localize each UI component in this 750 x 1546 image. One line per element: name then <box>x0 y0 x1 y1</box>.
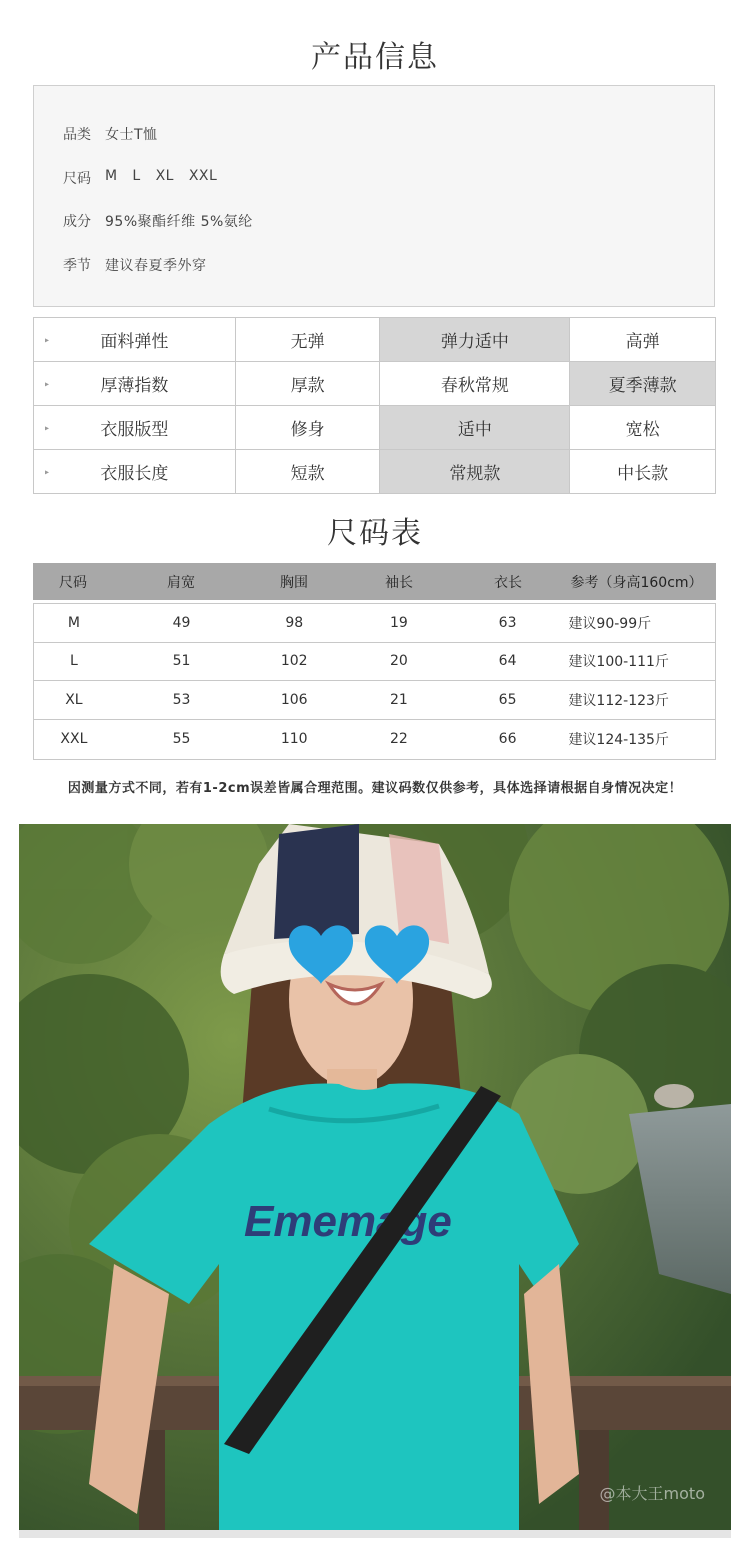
attribute-name <box>34 318 236 362</box>
attribute-option-selected: 弹力适中 <box>380 318 570 362</box>
attribute-grid <box>33 317 716 494</box>
table-row <box>34 643 715 682</box>
attribute-option: 宽松 <box>570 406 716 450</box>
size-cell: 49 <box>172 614 191 631</box>
attribute-option: 修身 <box>236 406 381 450</box>
info-label: 品类 <box>63 127 91 143</box>
table-row <box>34 604 715 643</box>
size-cell: XXL <box>60 730 88 747</box>
size-chart-title: 尺码表 <box>327 516 423 551</box>
info-value: 95%聚酯纤维 5%氨纶 <box>105 214 253 230</box>
attribute-name-label: 衣服长度 <box>100 464 169 484</box>
size-cell: 建议124-135斤 <box>568 731 669 748</box>
info-label: 季节 <box>63 258 91 274</box>
bullet-icon: ▸ <box>45 379 50 388</box>
attribute-option: 中长款 <box>570 450 716 494</box>
bullet-icon: ▸ <box>45 423 50 432</box>
size-header-cell: 参考（身高160cm） <box>570 574 703 591</box>
attribute-row <box>34 450 716 494</box>
size-header-cell: 胸围 <box>280 574 308 591</box>
attribute-name <box>34 406 236 450</box>
size-cell: 102 <box>280 653 308 670</box>
table-row <box>34 681 715 720</box>
size-cell: 20 <box>390 653 408 670</box>
info-row-material <box>63 211 253 231</box>
attribute-option: 高弹 <box>570 318 716 362</box>
size-cell: L <box>69 653 78 670</box>
attribute-option-selected: 适中 <box>380 406 570 450</box>
product-info-box <box>33 85 715 307</box>
attribute-name-label: 面料弹性 <box>100 332 169 352</box>
attribute-option-selected: 常规款 <box>380 450 570 494</box>
info-label: 尺码 <box>63 171 91 187</box>
info-value: 女士T恤 <box>105 127 158 143</box>
size-cell: XL <box>65 691 83 708</box>
attribute-option: 厚款 <box>236 362 381 406</box>
info-value: M L XL XXL <box>105 168 218 184</box>
size-cell: 66 <box>498 730 517 747</box>
attribute-row <box>34 362 716 406</box>
size-cell: 98 <box>285 614 304 631</box>
size-header-cell: 衣长 <box>494 574 522 591</box>
info-label: 成分 <box>63 214 91 230</box>
attribute-name <box>34 450 236 494</box>
size-cell: 106 <box>280 691 308 708</box>
size-cell: 64 <box>498 653 517 670</box>
photo-watermark: @本大王moto <box>599 1484 705 1503</box>
attribute-row <box>34 318 716 362</box>
size-cell: 55 <box>172 730 191 747</box>
size-cell: 110 <box>280 730 308 747</box>
size-cell: 建议100-111斤 <box>568 654 669 671</box>
attribute-row <box>34 406 716 450</box>
info-row-season <box>63 255 207 275</box>
attribute-name-label: 厚薄指数 <box>100 376 169 396</box>
size-cell: 建议112-123斤 <box>568 692 669 709</box>
size-cell: 21 <box>390 691 408 708</box>
size-cell: 51 <box>172 653 191 670</box>
size-cell: 建议90-99斤 <box>568 615 652 632</box>
size-cell: 65 <box>498 691 517 708</box>
table-row <box>34 720 715 759</box>
model-photo <box>19 824 731 1538</box>
attribute-option: 无弹 <box>236 318 381 362</box>
attribute-option-selected: 夏季薄款 <box>570 362 716 406</box>
shirt-print-text: Ememage <box>244 1197 452 1246</box>
size-cell: 22 <box>390 730 408 747</box>
size-cell: M <box>67 614 80 631</box>
size-table-body <box>33 603 716 760</box>
attribute-name <box>34 362 236 406</box>
size-note: 因测量方式不同，若有1-2cm误差皆属合理范围。建议码数仅供参考，具体选择请根据自身情况决定！ <box>67 781 683 796</box>
attribute-option: 春秋常规 <box>380 362 570 406</box>
size-header-cell: 尺码 <box>59 574 87 591</box>
product-info-title: 产品信息 <box>311 40 439 75</box>
bullet-icon: ▸ <box>45 467 50 476</box>
info-row-category <box>63 124 158 144</box>
bullet-icon: ▸ <box>45 335 50 344</box>
info-value: 建议春夏季外穿 <box>105 258 207 274</box>
size-header-cell: 肩宽 <box>167 574 195 591</box>
size-cell: 63 <box>498 614 517 631</box>
attribute-option: 短款 <box>236 450 381 494</box>
attribute-name-label: 衣服版型 <box>100 420 169 440</box>
size-header-cell: 袖长 <box>385 574 413 591</box>
size-cell: 53 <box>172 691 191 708</box>
size-cell: 19 <box>390 614 408 631</box>
model-photo-illustration <box>19 824 731 1538</box>
info-row-size <box>63 168 217 188</box>
size-table-header <box>33 563 716 600</box>
